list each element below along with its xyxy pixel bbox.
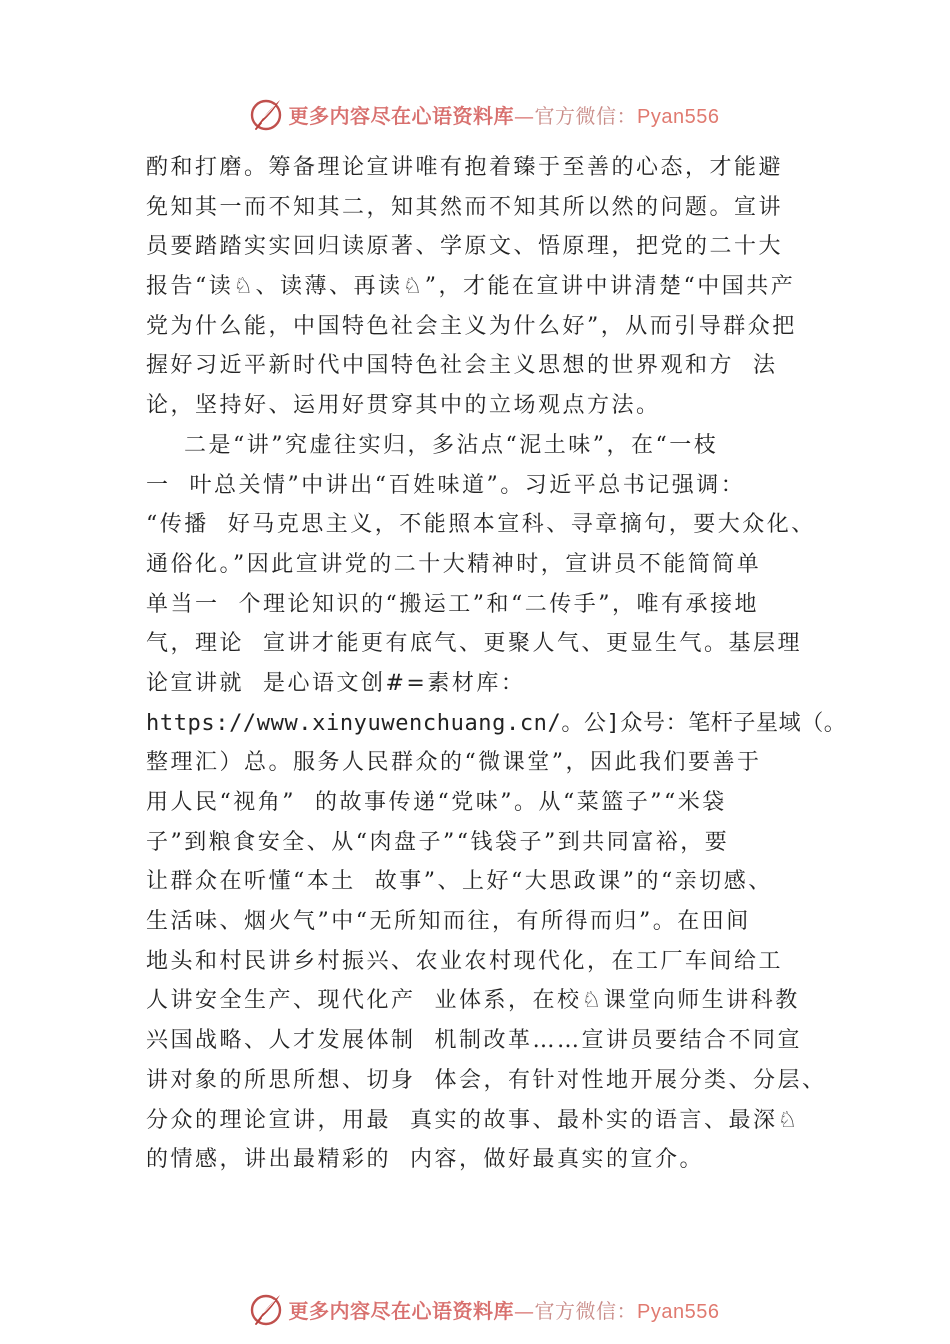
text-line: 让群众在听懂“本土 故事”、上好“大思政课”的“亲切感、 — [146, 869, 773, 895]
text-line: 二是“讲”究虚往实归，多沾点“泥土味”，在“一枝 — [146, 432, 719, 458]
banner-text — [289, 1295, 720, 1324]
text-line: 人讲安全生产、现代化产 业体系，在校♘课堂向师生讲科教 — [146, 988, 800, 1014]
text-line: https://www.xinyuwenchuang.cn/。公]众号：笔杆子星域（。 — [146, 710, 847, 736]
text-line: 子”到粮食安全、从“肉盘子”“钱袋子”到共同富裕，要 — [146, 829, 730, 855]
header-banner — [0, 94, 950, 134]
text-line: “传播 好马克思主义，不能照本宣科、寻章摘句，要大众化、 — [146, 512, 816, 538]
quill-pen-circle-icon — [249, 1291, 285, 1327]
text-line: 论，坚持好、运用好贯穿其中的立场观点方法。 — [146, 393, 661, 419]
text-line: 论宣讲就 是心语文创#=素材库： — [146, 670, 526, 696]
text-line: 生活味、烟火气”中“无所知而往，有所得而归”。在田间 — [146, 909, 751, 935]
text-line: 一 叶总关情”中讲出“百姓味道”。习近平总书记强调： — [146, 472, 746, 498]
banner-account-id: Pyan556 — [637, 1300, 720, 1323]
text-line: 整理汇）总。服务人民群众的“微课堂”，因此我们要善于 — [146, 750, 762, 776]
text-line: 握好习近平新时代中国特色社会主义思想的世界观和方 法 — [146, 353, 778, 379]
text-line: 讲对象的所思所想、切身 体会，有针对性地开展分类、分层、 — [146, 1067, 827, 1093]
text-line: 用人民“视角” 的故事传递“党味”。从“菜篮子”“米袋 — [146, 790, 727, 815]
banner-separator: — — [514, 1298, 535, 1323]
banner-site-name: 更多内容尽在心语资料库 — [288, 1298, 515, 1323]
document-body — [146, 148, 846, 1180]
banner-text — [289, 100, 720, 129]
text-line: 地头和村民讲乡村振兴、农业农村现代化，在工厂车间给工 — [146, 948, 784, 974]
banner-separator: — — [514, 103, 535, 128]
text-line: 酌和打磨。筹备理论宣讲唯有抱着臻于至善的心态，才能避 — [146, 155, 784, 180]
banner-site-name: 更多内容尽在心语资料库 — [288, 103, 515, 128]
footer-banner — [0, 1289, 950, 1329]
text-line: 的情感，讲出最精彩的 内容，做好最真实的宣介。 — [146, 1147, 704, 1173]
banner-account-id: Pyan556 — [637, 105, 720, 128]
text-line: 报告“读♘、读薄、再读♘”，才能在宣讲中讲清楚“中国共产 — [146, 274, 796, 300]
banner-label: 官方微信： — [534, 1298, 638, 1323]
text-line: 员要踏踏实实回归读原著、学原文、悟原理，把党的二十大 — [146, 234, 784, 260]
text-line: 兴国战略、人才发展体制 机制改革……宣讲员要结合不同宣 — [146, 1028, 802, 1054]
text-line: 通俗化。”因此宣讲党的二十大精神时，宣讲员不能简简单 — [146, 551, 762, 577]
quill-pen-circle-icon — [249, 96, 285, 132]
text-line: 单当一 个理论知识的“搬运工”和“二传手”，唯有承接地 — [146, 591, 759, 617]
text-line: 气，理论 宣讲才能更有底气、更聚人气、更显生气。基层理 — [146, 631, 802, 657]
text-line: 党为什么能，中国特色社会主义为什么好”，从而引导群众把 — [146, 313, 797, 339]
banner-label: 官方微信： — [534, 103, 638, 128]
text-line: 免知其一而不知其二，知其然而不知其所以然的问题。宣讲 — [146, 194, 784, 220]
text-line: 分众的理论宣讲，用最 真实的故事、最朴实的语言、最深♘ — [146, 1107, 800, 1133]
